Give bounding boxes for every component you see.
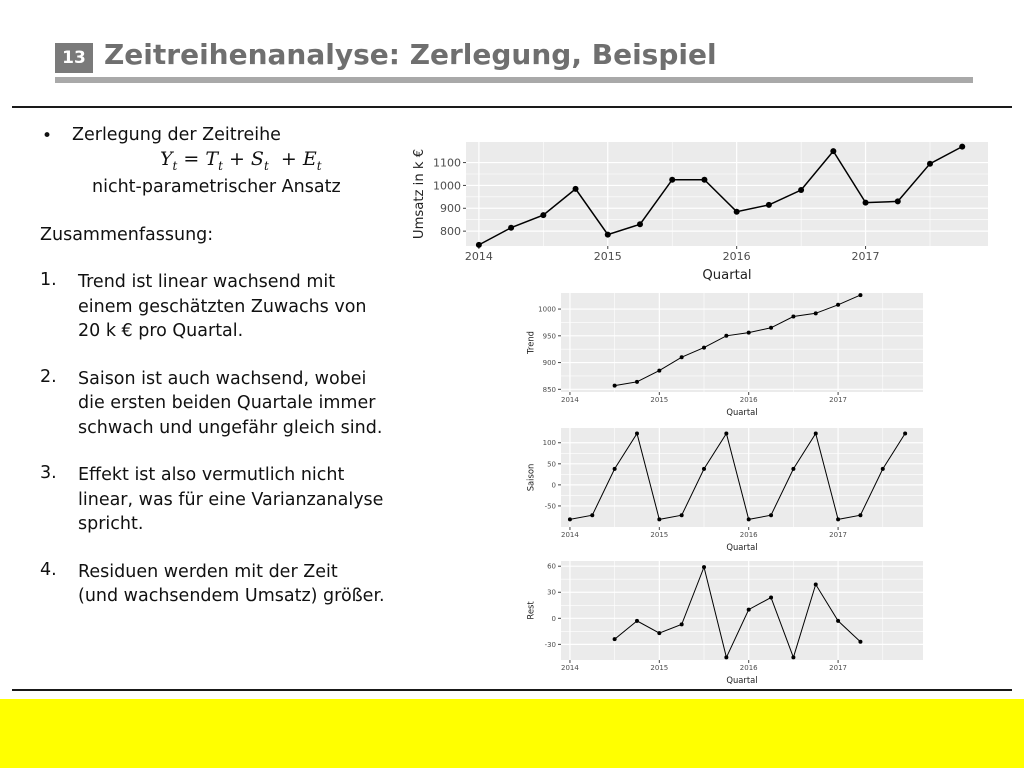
y-tick-label: 900: [440, 202, 461, 216]
saison-chart: [525, 425, 925, 553]
data-point: [724, 334, 728, 338]
plot-panel: [561, 293, 923, 392]
data-point: [734, 209, 740, 215]
data-point: [702, 346, 706, 350]
data-point: [769, 513, 773, 517]
data-point: [858, 513, 862, 517]
point-number: 3.: [40, 463, 57, 483]
summary-point: [40, 367, 385, 441]
data-point: [903, 431, 907, 435]
data-point: [702, 467, 706, 471]
point-number: 4.: [40, 559, 57, 580]
y-tick-label: 1100: [433, 156, 461, 170]
data-point: [959, 144, 965, 150]
y-tick-label: 100: [542, 439, 556, 448]
y-tick-label: 850: [542, 385, 556, 394]
x-tick-label: 2015: [650, 396, 669, 404]
x-axis-title: Quartal: [726, 542, 758, 552]
point-line: (und wachsendem Umsatz) größer.: [78, 586, 385, 606]
data-point: [814, 431, 818, 435]
x-axis-title: Quartal: [726, 675, 758, 685]
data-point: [798, 187, 804, 193]
data-point: [702, 565, 706, 569]
data-point: [830, 148, 836, 154]
x-tick-label: 2016: [739, 396, 758, 404]
summary-list: [40, 270, 385, 632]
y-tick-label: 60: [547, 562, 556, 571]
data-point: [613, 384, 617, 388]
formula-plus-1: +: [228, 148, 245, 170]
formula-plus-2: +: [280, 148, 297, 170]
slide-title: Zeitreihenanalyse: Zerlegung, Beispiel: [104, 38, 717, 71]
x-tick-label: 2014: [561, 664, 579, 672]
approach-text: nicht-parametrischer Ansatz: [92, 177, 341, 197]
x-tick-label: 2017: [829, 396, 848, 404]
data-point: [769, 595, 773, 599]
summary-point: [40, 270, 385, 344]
formula-s-sub: t: [263, 158, 269, 173]
formula-e-sub: t: [316, 158, 322, 173]
summary-point: [40, 560, 385, 609]
x-tick-label: 2015: [650, 664, 669, 672]
y-tick-label: 1000: [433, 179, 461, 193]
y-tick-label: 0: [551, 614, 556, 623]
y-axis-title: Umsatz in k €: [412, 148, 428, 240]
data-point: [680, 622, 684, 626]
data-point: [791, 315, 795, 319]
x-tick-label: 2016: [739, 531, 758, 539]
data-point: [669, 177, 675, 183]
x-tick-label: 2015: [593, 250, 622, 263]
data-point: [814, 311, 818, 315]
data-point: [791, 655, 795, 659]
data-point: [724, 431, 728, 435]
formula-equals: =: [183, 148, 200, 170]
formula-e: E: [302, 148, 317, 170]
point-number: 2.: [40, 366, 57, 387]
top-divider: [12, 106, 1012, 108]
plot-panel: [466, 142, 988, 246]
data-point: [747, 608, 751, 612]
formula-s: S: [250, 148, 264, 170]
y-tick-label: -50: [544, 502, 556, 511]
point-line: Residuen werden mit der Zeit: [78, 561, 338, 582]
x-tick-label: 2016: [739, 664, 758, 672]
x-tick-label: 2017: [851, 250, 880, 263]
point-line: Trend ist linear wachsend mit: [78, 272, 336, 292]
formula-t-sub: t: [218, 158, 223, 173]
x-tick-label: 2014: [464, 250, 493, 263]
data-point: [657, 517, 661, 521]
point-line: linear, was für eine Varianzanalyse: [78, 489, 384, 510]
point-line: Effekt ist also vermutlich nicht: [78, 465, 345, 485]
decomposition-formula: [160, 148, 322, 173]
data-point: [927, 161, 933, 167]
point-line: Saison ist auch wachsend, wobei: [78, 368, 367, 389]
data-point: [590, 513, 594, 517]
footer-bar: [0, 699, 1024, 768]
x-tick-label: 2015: [650, 531, 669, 539]
data-point: [605, 232, 611, 238]
x-tick-label: 2014: [561, 531, 579, 539]
data-point: [613, 637, 617, 641]
data-point: [657, 631, 661, 635]
summary-point: [40, 463, 385, 537]
y-tick-label: 0: [551, 481, 556, 490]
data-point: [769, 326, 773, 330]
data-point: [476, 242, 482, 248]
point-line: spricht.: [78, 514, 144, 534]
formula-y-sub: t: [172, 158, 178, 173]
summary-heading: Zusammenfassung:: [40, 225, 214, 245]
data-point: [568, 517, 572, 521]
y-tick-label: 30: [547, 588, 556, 597]
data-point: [747, 517, 751, 521]
data-point: [791, 467, 795, 471]
bullet-dot: •: [42, 126, 53, 146]
y-tick-label: -30: [544, 640, 556, 649]
y-tick-label: 800: [440, 224, 461, 238]
data-point: [747, 331, 751, 335]
y-tick-label: 900: [542, 359, 556, 368]
y-tick-label: 950: [542, 332, 556, 341]
x-axis-title: Quartal: [702, 268, 752, 282]
x-tick-label: 2017: [829, 531, 848, 539]
title-underline: [55, 77, 973, 83]
bottom-divider: [12, 689, 1012, 691]
data-point: [836, 619, 840, 623]
y-axis-title: Trend: [525, 331, 536, 354]
y-axis-title: Rest: [525, 601, 536, 620]
x-axis-title: Quartal: [726, 407, 758, 417]
plot-panel: [561, 561, 923, 660]
data-point: [657, 369, 661, 373]
slide-number: 13: [55, 43, 93, 73]
data-point: [573, 186, 579, 192]
data-point: [635, 619, 639, 623]
data-point: [701, 177, 707, 183]
rest-chart: [525, 558, 925, 686]
formula-t: T: [205, 148, 219, 170]
data-point: [680, 513, 684, 517]
data-point: [635, 431, 639, 435]
data-point: [881, 467, 885, 471]
formula-y: Y: [160, 148, 173, 170]
point-line: einem geschätzten Zuwachs von: [78, 296, 367, 317]
trend-chart: [525, 290, 925, 418]
data-point: [613, 467, 617, 471]
point-number: 1.: [40, 270, 57, 290]
data-point: [766, 202, 772, 208]
y-axis-title: Saison: [525, 463, 536, 492]
data-point: [895, 198, 901, 204]
data-point: [508, 225, 514, 231]
data-point: [863, 200, 869, 206]
bullet-text: Zerlegung der Zeitreihe: [72, 125, 281, 145]
x-tick-label: 2014: [561, 396, 579, 404]
data-point: [637, 221, 643, 227]
point-line: 20 k € pro Quartal.: [78, 321, 244, 341]
data-point: [635, 380, 639, 384]
data-point: [680, 355, 684, 359]
x-tick-label: 2017: [829, 664, 848, 672]
data-point: [724, 655, 728, 659]
data-point: [836, 517, 840, 521]
point-line: schwach und ungefähr gleich sind.: [78, 417, 383, 438]
data-point: [836, 303, 840, 307]
y-tick-label: 1000: [538, 305, 556, 314]
data-point: [858, 640, 862, 644]
data-point: [540, 212, 546, 218]
y-tick-label: 50: [547, 460, 556, 469]
data-point: [858, 293, 862, 297]
umsatz-chart: [410, 138, 992, 282]
point-line: die ersten beiden Quartale immer: [78, 393, 376, 413]
x-tick-label: 2016: [722, 250, 751, 263]
data-point: [814, 582, 818, 586]
